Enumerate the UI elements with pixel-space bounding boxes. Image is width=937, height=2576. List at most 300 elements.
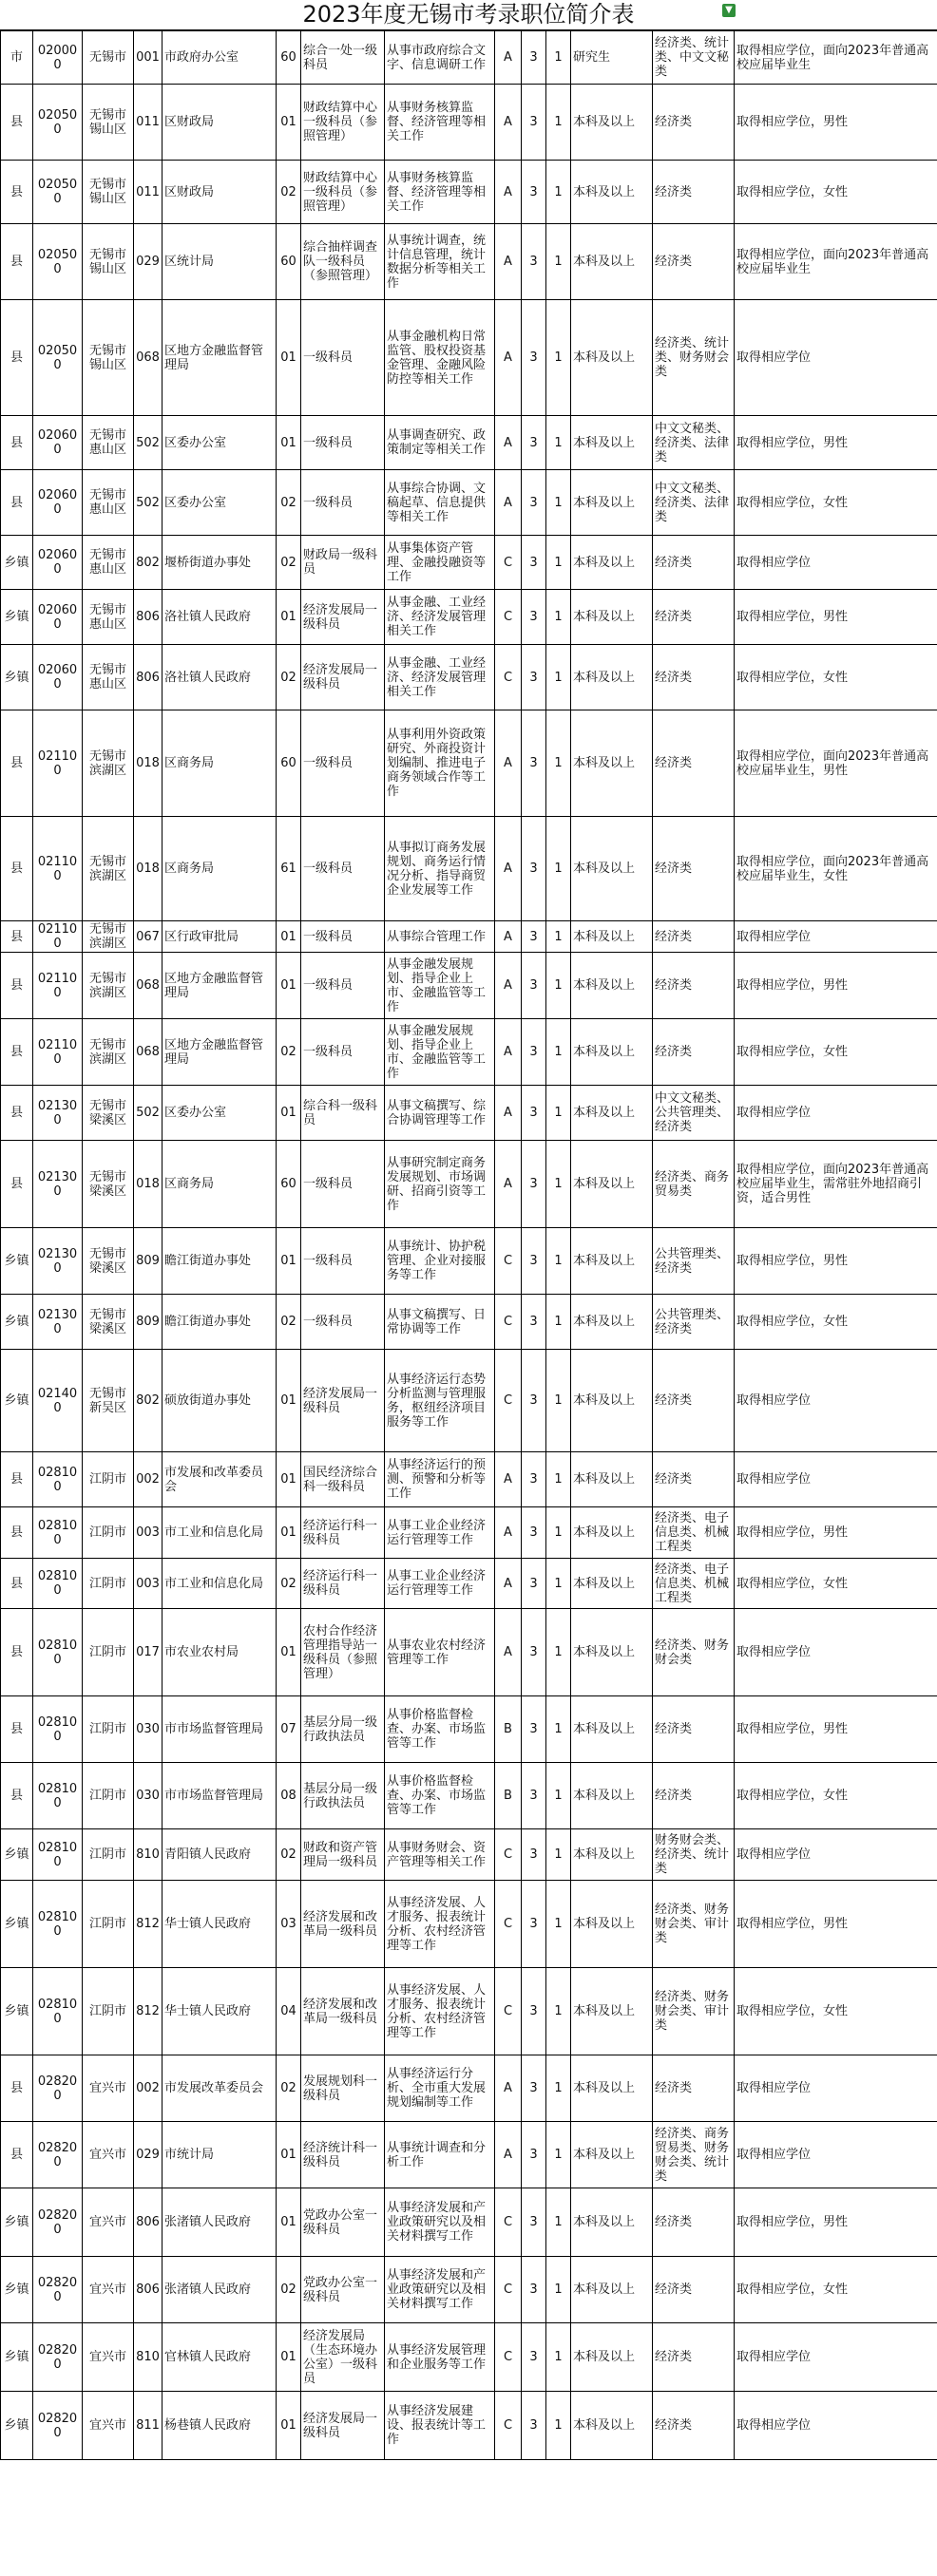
description-cell: 从事经济发展和产业政策研究以及相关材料撰写工作 [385,2188,495,2257]
description-cell: 从事经济发展建设、报表统计等工作 [385,2392,495,2460]
requirement-cell: 取得相应学位 [735,1086,937,1141]
position-cell: 国民经济综合科一级科员 [301,1452,385,1507]
major-cell: 经济类 [653,1763,735,1829]
major-cell: 经济类 [653,710,735,817]
dept-code-cell: 068 [134,300,163,416]
region-code-cell: 020500 [33,85,83,161]
region-code-cell: 020500 [33,300,83,416]
major-cell: 经济类、财务财会类、审计类 [653,1968,735,2055]
dept-cell: 堰桥街道办事处 [163,536,277,590]
education-cell: 本科及以上 [571,1696,653,1763]
count-cell: 1 [546,161,571,224]
requirement-cell: 取得相应学位，男性 [735,1507,937,1559]
position-code-cell: 01 [277,416,301,470]
region-code-cell: 021300 [33,1295,83,1350]
count-cell: 1 [546,1881,571,1968]
table-row [1,1968,937,2055]
count-cell: 1 [546,31,571,85]
major-cell: 经济类、统计类、财务财会类 [653,300,735,416]
region-code-cell: 021100 [33,921,83,953]
dept-cell: 瞻江街道办事处 [163,1295,277,1350]
region-code-cell: 021100 [33,953,83,1019]
ratio-cell: 3 [522,921,546,953]
region-code-cell: 021100 [33,710,83,817]
count-cell: 1 [546,1295,571,1350]
dept-cell: 市工业和信息化局 [163,1559,277,1609]
ratio-cell: 3 [522,2392,546,2460]
region-cell: 江阴市 [83,1763,134,1829]
position-code-cell: 02 [277,470,301,536]
region-cell: 宜兴市 [83,2257,134,2323]
count-cell: 1 [546,921,571,953]
region-code-cell: 020600 [33,470,83,536]
education-cell: 本科及以上 [571,300,653,416]
exam-type-cell: A [495,416,522,470]
ratio-cell: 3 [522,1763,546,1829]
position-cell: 经济运行科一级科员 [301,1559,385,1609]
dept-code-cell: 809 [134,1228,163,1295]
count-cell: 1 [546,1696,571,1763]
position-cell: 一级科员 [301,953,385,1019]
ratio-cell: 3 [522,1295,546,1350]
description-cell: 从事调查研究、政策制定等相关工作 [385,416,495,470]
major-cell: 经济类 [653,2055,735,2122]
level-cell: 县 [1,1763,33,1829]
dept-cell: 市政府办公室 [163,31,277,85]
dept-code-cell: 806 [134,2257,163,2323]
dept-cell: 市市场监督管理局 [163,1696,277,1763]
dept-code-cell: 018 [134,1141,163,1228]
position-cell: 一级科员 [301,1019,385,1086]
position-code-cell: 01 [277,1507,301,1559]
table-row [1,1452,937,1507]
ratio-cell: 3 [522,2323,546,2392]
level-cell: 县 [1,470,33,536]
dept-cell: 区委办公室 [163,416,277,470]
description-cell: 从事文稿撰写、综合协调管理等工作 [385,1086,495,1141]
major-cell: 经济类 [653,161,735,224]
position-cell: 经济发展局一级科员 [301,2392,385,2460]
count-cell: 1 [546,300,571,416]
position-code-cell: 01 [277,921,301,953]
region-cell: 江阴市 [83,1968,134,2055]
ratio-cell: 3 [522,1881,546,1968]
region-code-cell: 020600 [33,645,83,710]
count-cell: 1 [546,2257,571,2323]
region-code-cell: 028100 [33,1609,83,1696]
requirement-cell: 取得相应学位 [735,2323,937,2392]
description-cell: 从事研究制定商务发展规划、市场调研、招商引资等工作 [385,1141,495,1228]
requirement-cell: 取得相应学位，女性 [735,2257,937,2323]
count-cell: 1 [546,85,571,161]
ratio-cell: 3 [522,300,546,416]
major-cell: 经济类 [653,817,735,921]
ratio-cell: 3 [522,1968,546,2055]
description-cell: 从事统计调查和分析工作 [385,2122,495,2188]
education-cell: 本科及以上 [571,817,653,921]
dept-code-cell: 011 [134,161,163,224]
count-cell: 1 [546,2122,571,2188]
exam-type-cell: C [495,1295,522,1350]
dept-cell: 区地方金融监督管理局 [163,953,277,1019]
education-cell: 本科及以上 [571,1881,653,1968]
dept-code-cell: 502 [134,416,163,470]
dept-code-cell: 812 [134,1881,163,1968]
dept-cell: 官林镇人民政府 [163,2323,277,2392]
requirement-cell: 取得相应学位 [735,1609,937,1696]
region-code-cell: 020500 [33,161,83,224]
region-cell: 江阴市 [83,1609,134,1696]
dept-code-cell: 806 [134,645,163,710]
count-cell: 1 [546,1019,571,1086]
region-cell: 无锡市 [83,31,134,85]
level-cell: 乡镇 [1,2188,33,2257]
count-cell: 1 [546,1228,571,1295]
exam-type-cell: A [495,2122,522,2188]
requirement-cell: 取得相应学位 [735,536,937,590]
dept-code-cell: 017 [134,1609,163,1696]
region-code-cell: 028100 [33,1968,83,2055]
position-cell: 经济发展和改革局一级科员 [301,1968,385,2055]
table-row [1,817,937,921]
education-cell: 本科及以上 [571,921,653,953]
major-cell: 经济类 [653,1019,735,1086]
education-cell: 本科及以上 [571,2392,653,2460]
level-cell: 乡镇 [1,1228,33,1295]
major-cell: 经济类、统计类、中文文秘类 [653,31,735,85]
education-cell: 本科及以上 [571,161,653,224]
exam-type-cell: A [495,710,522,817]
position-cell: 经济发展局一级科员 [301,645,385,710]
count-cell: 1 [546,645,571,710]
position-code-cell: 01 [277,1350,301,1452]
requirement-cell: 取得相应学位，女性 [735,645,937,710]
dept-cell: 华士镇人民政府 [163,1881,277,1968]
region-cell: 宜兴市 [83,2122,134,2188]
level-cell: 县 [1,921,33,953]
level-cell: 县 [1,1609,33,1696]
region-cell: 无锡市锡山区 [83,224,134,300]
requirement-cell: 取得相应学位，面向2023年普通高校应届毕业生 [735,224,937,300]
level-cell: 市 [1,31,33,85]
table-row [1,1295,937,1350]
major-cell: 经济类 [653,953,735,1019]
ratio-cell: 3 [522,1086,546,1141]
dept-code-cell: 502 [134,470,163,536]
dept-code-cell: 810 [134,2323,163,2392]
position-code-cell: 04 [277,1968,301,2055]
dept-code-cell: 802 [134,1350,163,1452]
dept-cell: 区委办公室 [163,1086,277,1141]
table-row [1,1609,937,1696]
dept-cell: 区地方金融监督管理局 [163,1019,277,1086]
exam-type-cell: A [495,300,522,416]
major-cell: 中文文秘类、经济类、法律类 [653,416,735,470]
level-cell: 县 [1,1086,33,1141]
position-code-cell: 02 [277,1019,301,1086]
ratio-cell: 3 [522,1452,546,1507]
table-row [1,1829,937,1881]
requirement-cell: 取得相应学位，女性 [735,1968,937,2055]
dept-cell: 硕放街道办事处 [163,1350,277,1452]
ratio-cell: 3 [522,1559,546,1609]
count-cell: 1 [546,2323,571,2392]
ratio-cell: 3 [522,416,546,470]
major-cell: 经济类、电子信息类、机械工程类 [653,1559,735,1609]
dept-code-cell: 068 [134,1019,163,1086]
level-cell: 县 [1,710,33,817]
table-row [1,921,937,953]
description-cell: 从事综合协调、文稿起草、信息提供等相关工作 [385,470,495,536]
requirement-cell: 取得相应学位 [735,1452,937,1507]
description-cell: 从事文稿撰写、日常协调等工作 [385,1295,495,1350]
dept-cell: 洛社镇人民政府 [163,645,277,710]
dept-cell: 区财政局 [163,161,277,224]
position-code-cell: 01 [277,2188,301,2257]
filter-icon[interactable]: ▼ [722,4,736,17]
region-code-cell: 021100 [33,1019,83,1086]
position-code-cell: 02 [277,2055,301,2122]
ratio-cell: 3 [522,1350,546,1452]
dept-cell: 洛社镇人民政府 [163,590,277,645]
table-row [1,590,937,645]
title-text: 2023年度无锡市考录职位简介表 [302,1,635,28]
ratio-cell: 3 [522,1696,546,1763]
level-cell: 县 [1,2122,33,2188]
table-row [1,1881,937,1968]
position-cell: 财政局一级科员 [301,536,385,590]
dept-cell: 青阳镇人民政府 [163,1829,277,1881]
position-cell: 综合一处一级科员 [301,31,385,85]
ratio-cell: 3 [522,1228,546,1295]
region-code-cell: 021100 [33,817,83,921]
exam-type-cell: C [495,2188,522,2257]
requirement-cell: 取得相应学位，男性 [735,1696,937,1763]
position-code-cell: 07 [277,1696,301,1763]
level-cell: 县 [1,1559,33,1609]
exam-type-cell: A [495,953,522,1019]
description-cell: 从事经济发展、人才服务、报表统计分析、农村经济管理等工作 [385,1968,495,2055]
description-cell: 从事工业企业经济运行管理等工作 [385,1507,495,1559]
requirement-cell: 取得相应学位 [735,2055,937,2122]
dept-code-cell: 067 [134,921,163,953]
position-cell: 经济发展局（生态环境办公室）一级科员 [301,2323,385,2392]
count-cell: 1 [546,1507,571,1559]
ratio-cell: 3 [522,2257,546,2323]
count-cell: 1 [546,2392,571,2460]
dept-cell: 区商务局 [163,710,277,817]
level-cell: 乡镇 [1,2323,33,2392]
dept-code-cell: 812 [134,1968,163,2055]
education-cell: 本科及以上 [571,2188,653,2257]
ratio-cell: 3 [522,2188,546,2257]
dept-cell: 市市场监督管理局 [163,1763,277,1829]
exam-type-cell: A [495,921,522,953]
major-cell: 经济类 [653,2257,735,2323]
table-row [1,416,937,470]
education-cell: 本科及以上 [571,1763,653,1829]
position-cell: 一级科员 [301,300,385,416]
major-cell: 经济类 [653,536,735,590]
requirement-cell: 取得相应学位 [735,1350,937,1452]
region-code-cell: 020600 [33,590,83,645]
region-cell: 无锡市滨湖区 [83,921,134,953]
position-code-cell: 01 [277,1452,301,1507]
description-cell: 从事利用外资政策研究、外商投资计划编制、推进电子商务领域合作等工作 [385,710,495,817]
region-cell: 无锡市惠山区 [83,470,134,536]
position-code-cell: 02 [277,1559,301,1609]
dept-code-cell: 003 [134,1559,163,1609]
count-cell: 1 [546,1559,571,1609]
exam-type-cell: C [495,590,522,645]
table-row [1,300,937,416]
position-code-cell: 02 [277,161,301,224]
exam-type-cell: C [495,2323,522,2392]
region-cell: 江阴市 [83,1452,134,1507]
exam-type-cell: A [495,161,522,224]
major-cell: 经济类、商务贸易类、财务财会类、统计类 [653,2122,735,2188]
education-cell: 本科及以上 [571,1968,653,2055]
count-cell: 1 [546,710,571,817]
ratio-cell: 3 [522,536,546,590]
level-cell: 县 [1,1696,33,1763]
level-cell: 县 [1,224,33,300]
count-cell: 1 [546,1829,571,1881]
region-code-cell: 028100 [33,1507,83,1559]
education-cell: 本科及以上 [571,470,653,536]
level-cell: 乡镇 [1,1295,33,1350]
level-cell: 县 [1,416,33,470]
requirement-cell: 取得相应学位，女性 [735,1295,937,1350]
ratio-cell: 3 [522,470,546,536]
count-cell: 1 [546,1350,571,1452]
position-cell: 一级科员 [301,710,385,817]
region-code-cell: 028100 [33,1829,83,1881]
dept-code-cell: 502 [134,1086,163,1141]
dept-code-cell: 002 [134,1452,163,1507]
region-cell: 无锡市新吴区 [83,1350,134,1452]
dept-cell: 区统计局 [163,224,277,300]
dept-cell: 张渚镇人民政府 [163,2257,277,2323]
education-cell: 本科及以上 [571,1228,653,1295]
level-cell: 乡镇 [1,1350,33,1452]
level-cell: 县 [1,817,33,921]
count-cell: 1 [546,1141,571,1228]
exam-type-cell: C [495,645,522,710]
position-cell: 一级科员 [301,470,385,536]
major-cell: 经济类、财务财会类、审计类 [653,1881,735,1968]
exam-type-cell: B [495,1696,522,1763]
major-cell: 公共管理类、经济类 [653,1295,735,1350]
table-row [1,85,937,161]
exam-type-cell: A [495,31,522,85]
description-cell: 从事市政府综合文字、信息调研工作 [385,31,495,85]
count-cell: 1 [546,1968,571,2055]
exam-type-cell: A [495,2055,522,2122]
position-code-cell: 01 [277,1228,301,1295]
education-cell: 本科及以上 [571,590,653,645]
requirement-cell: 取得相应学位 [735,1829,937,1881]
dept-cell: 市统计局 [163,2122,277,2188]
dept-cell: 区地方金融监督管理局 [163,300,277,416]
requirement-cell: 取得相应学位，女性 [735,1019,937,1086]
description-cell: 从事金融发展规划、指导企业上市、金融监管等工作 [385,1019,495,1086]
education-cell: 本科及以上 [571,1452,653,1507]
position-cell: 综合科一级科员 [301,1086,385,1141]
count-cell: 1 [546,1763,571,1829]
requirement-cell: 取得相应学位 [735,2392,937,2460]
major-cell: 经济类 [653,85,735,161]
region-cell: 宜兴市 [83,2055,134,2122]
position-code-cell: 01 [277,2392,301,2460]
level-cell: 乡镇 [1,1881,33,1968]
position-code-cell: 01 [277,2122,301,2188]
table-row [1,1228,937,1295]
region-code-cell: 028100 [33,1763,83,1829]
position-cell: 经济发展局一级科员 [301,1350,385,1452]
table-row [1,2392,937,2460]
dept-code-cell: 029 [134,224,163,300]
position-cell: 经济发展和改革局一级科员 [301,1881,385,1968]
region-cell: 无锡市惠山区 [83,416,134,470]
level-cell: 县 [1,1019,33,1086]
position-cell: 发展规划科一级科员 [301,2055,385,2122]
education-cell: 本科及以上 [571,1350,653,1452]
exam-type-cell: C [495,1350,522,1452]
count-cell: 1 [546,224,571,300]
dept-code-cell: 030 [134,1763,163,1829]
ratio-cell: 3 [522,161,546,224]
table-row [1,2122,937,2188]
education-cell: 本科及以上 [571,536,653,590]
major-cell: 经济类 [653,1350,735,1452]
position-code-cell: 61 [277,817,301,921]
education-cell: 本科及以上 [571,1086,653,1141]
region-cell: 无锡市滨湖区 [83,710,134,817]
region-cell: 宜兴市 [83,2392,134,2460]
major-cell: 经济类 [653,2188,735,2257]
education-cell: 本科及以上 [571,1141,653,1228]
major-cell: 财务财会类、经济类、统计类 [653,1829,735,1881]
region-cell: 无锡市锡山区 [83,300,134,416]
position-cell: 一级科员 [301,1141,385,1228]
region-cell: 无锡市梁溪区 [83,1228,134,1295]
exam-type-cell: A [495,817,522,921]
requirement-cell: 取得相应学位，男性 [735,416,937,470]
dept-code-cell: 806 [134,590,163,645]
description-cell: 从事财务财会、资产管理等相关工作 [385,1829,495,1881]
region-cell: 无锡市惠山区 [83,645,134,710]
position-cell: 一级科员 [301,921,385,953]
education-cell: 本科及以上 [571,1295,653,1350]
requirement-cell: 取得相应学位，男性 [735,590,937,645]
region-code-cell: 021300 [33,1086,83,1141]
level-cell: 县 [1,2055,33,2122]
position-cell: 一级科员 [301,817,385,921]
table-row [1,710,937,817]
ratio-cell: 3 [522,817,546,921]
dept-cell: 区委办公室 [163,470,277,536]
education-cell: 本科及以上 [571,1829,653,1881]
requirement-cell: 取得相应学位，男性 [735,1228,937,1295]
ratio-cell: 3 [522,85,546,161]
level-cell: 乡镇 [1,2257,33,2323]
count-cell: 1 [546,2188,571,2257]
exam-type-cell: A [495,470,522,536]
education-cell: 本科及以上 [571,224,653,300]
position-cell: 财政和资产管理局一级科员 [301,1829,385,1881]
ratio-cell: 3 [522,1829,546,1881]
